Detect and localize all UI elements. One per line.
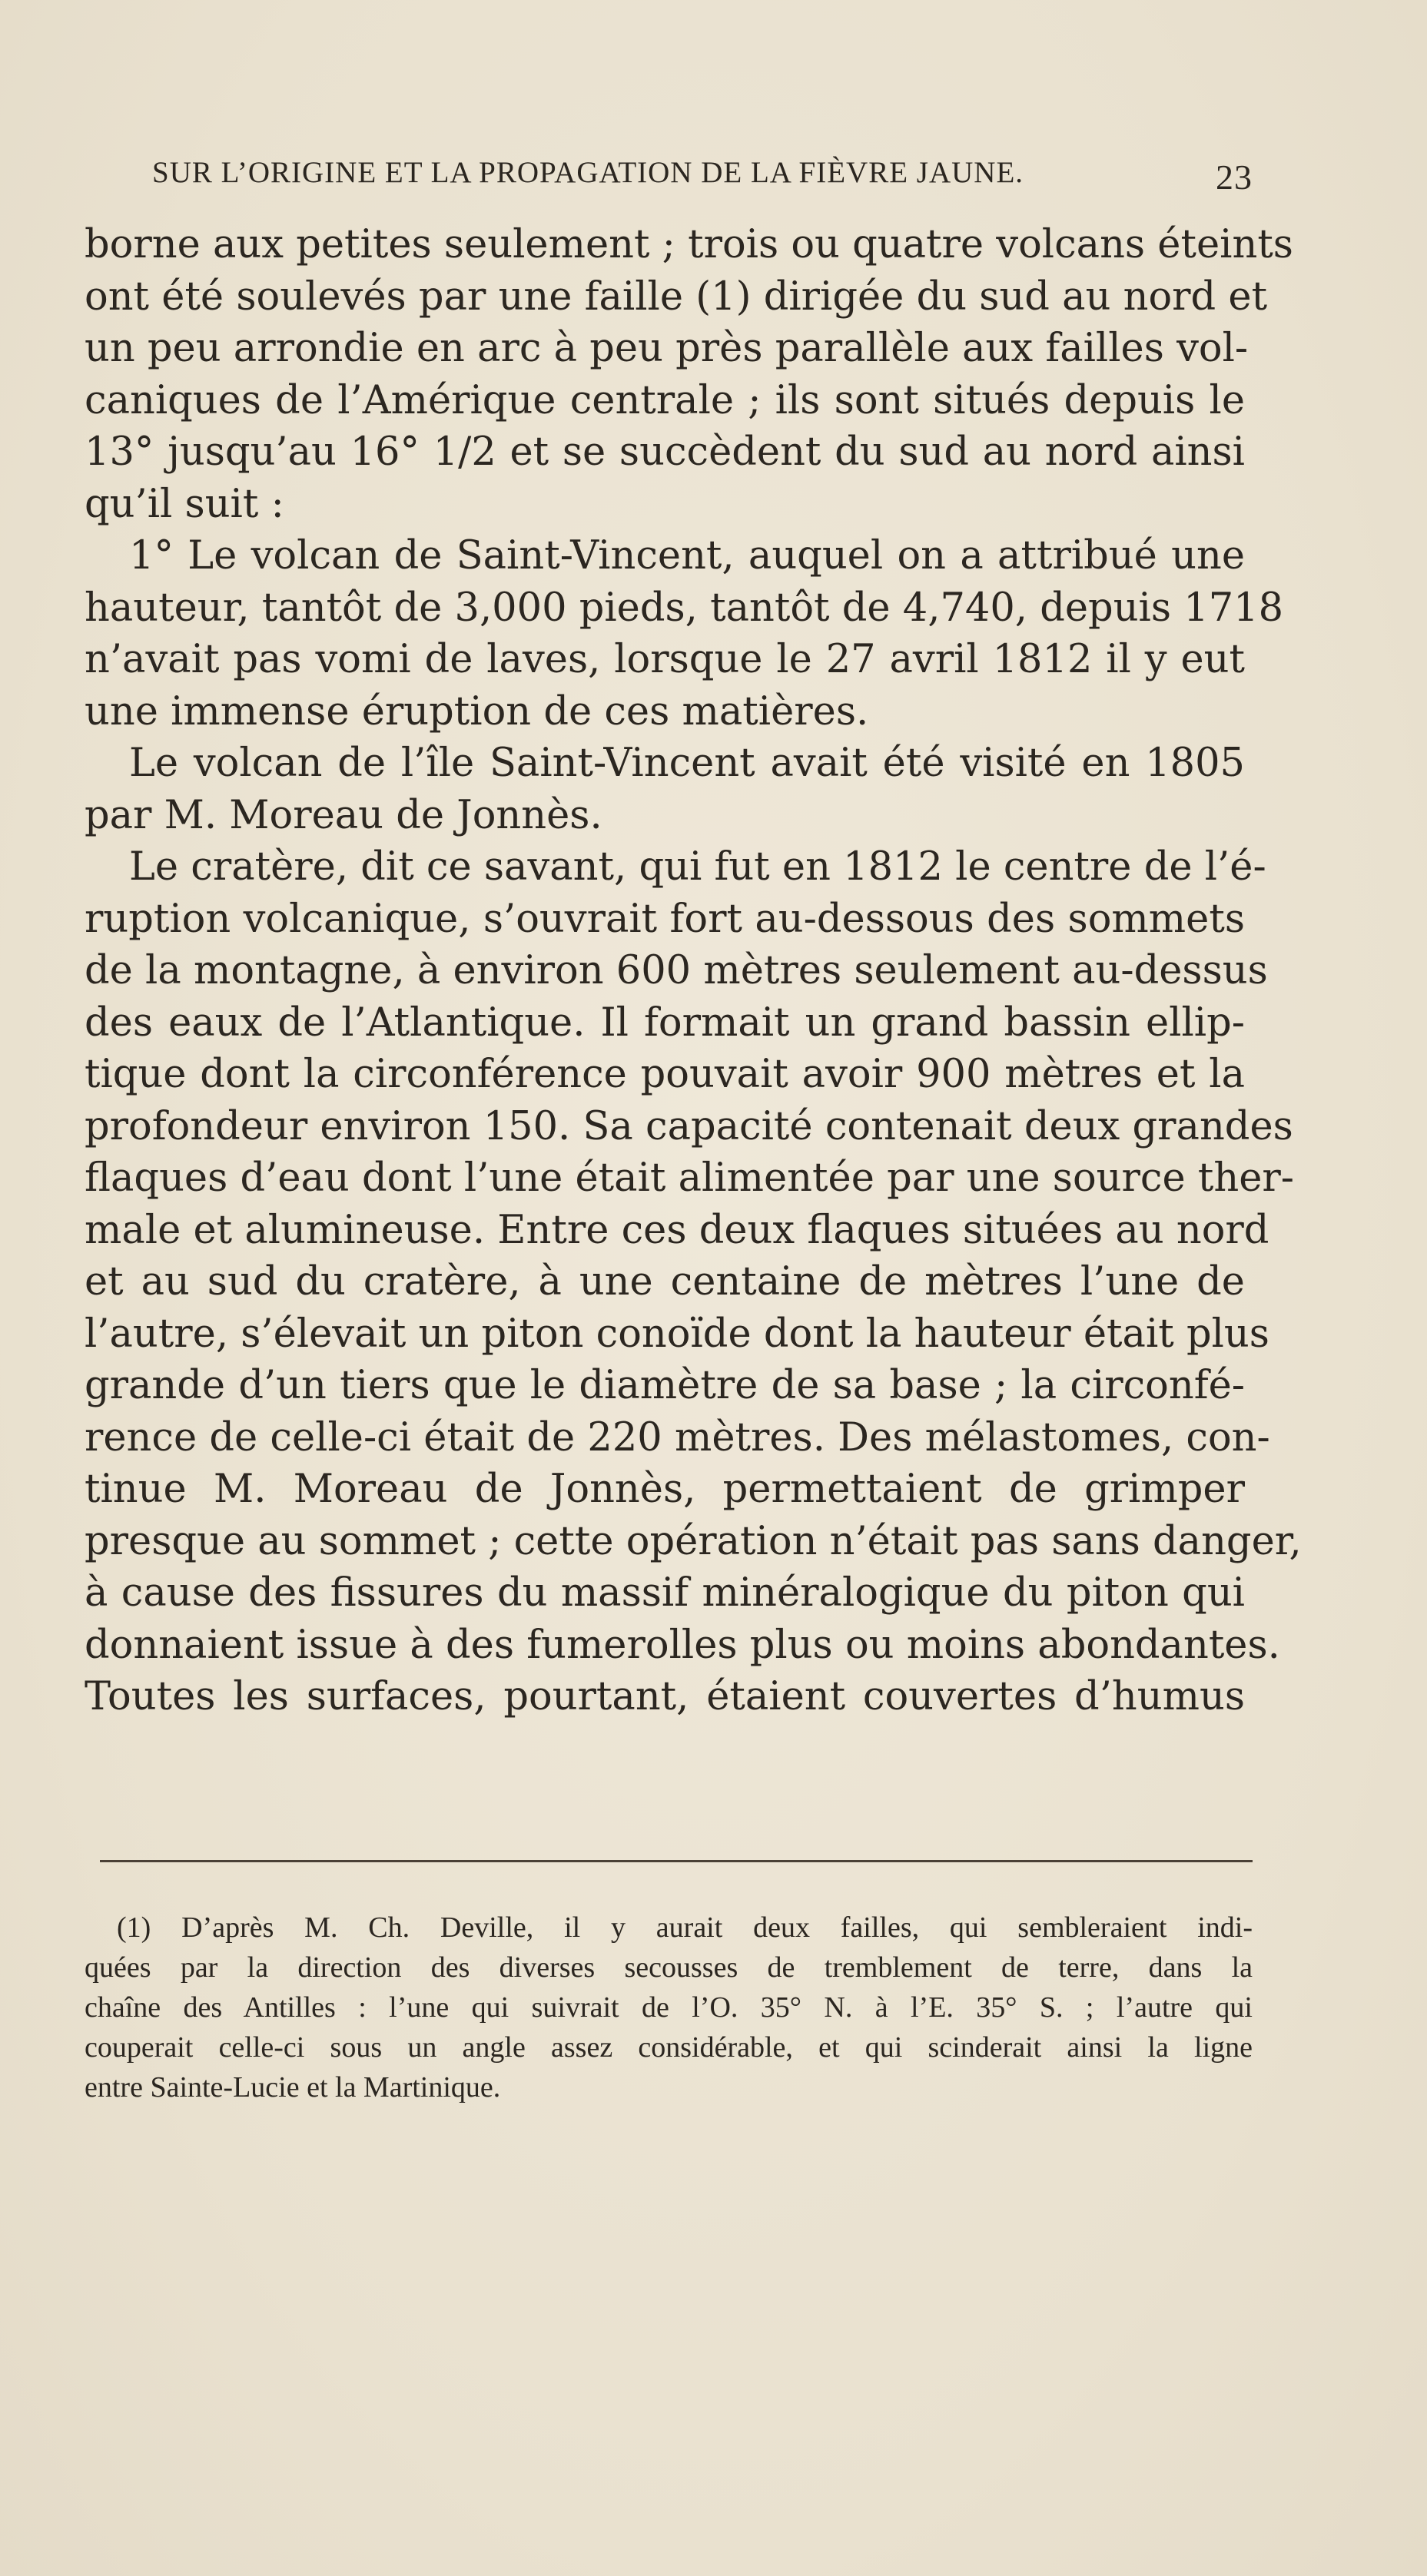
text-line: n’avait pas vomi de laves, lorsque le 27 avril 1812 il y eut — [85, 637, 1245, 682]
text-line: de la montagne, à environ 600 mètres seulement au-dessus — [85, 948, 1268, 993]
main-text — [85, 219, 1302, 1723]
footnote-line: entre Sainte-Lucie et la Martinique. — [85, 2071, 501, 2104]
text-line: l’autre, s’élevait un piton conoïde dont la hauteur était plus — [85, 1311, 1269, 1357]
text-line: male et alumineuse. Entre ces deux flaques situées au nord — [85, 1207, 1269, 1253]
text-line: tinue M. Moreau de Jonnès, permettaient de grimper — [85, 1467, 1245, 1512]
text-line: flaques d’eau dont l’une était alimentée par une source ther- — [85, 1155, 1295, 1201]
footnote-rule — [100, 1860, 1253, 1862]
footnote-line: couperait celle-ci sous un angle assez considérable, et qui scinderait ainsi la ligne — [85, 2031, 1253, 2064]
page-number: 23 — [1216, 157, 1253, 197]
text-line: par M. Moreau de Jonnès. — [85, 792, 602, 838]
text-line: ont été soulevés par une faille (1) dirigée du sud au nord et — [85, 274, 1268, 320]
text-line: une immense éruption de ces matières. — [85, 688, 869, 734]
text-line: profondeur environ 150. Sa capacité contenait deux grandes — [85, 1103, 1293, 1149]
text-line: caniques de l’Amérique centrale ; ils sont situés depuis le — [85, 377, 1245, 423]
text-line: Toutes les surfaces, pourtant, étaient couvertes d’humus — [85, 1674, 1245, 1719]
text-line: 13° jusqu’au 16° 1/2 et se succèdent du sud au nord ainsi — [85, 429, 1245, 475]
text-line: ruption volcanique, s’ouvrait fort au-dessous des sommets — [85, 896, 1245, 942]
text-line: grande d’un tiers que le diamètre de sa base ; la circonfé- — [85, 1363, 1245, 1408]
text-line: donnaient issue à des fumerolles plus ou moins abondantes. — [85, 1622, 1280, 1668]
text-line: à cause des fissures du massif minéralogique du piton qui — [85, 1570, 1245, 1616]
text-line: Le volcan de l’île Saint-Vincent avait été visité en 1805 — [129, 741, 1245, 786]
footnote-line: (1) D’après M. Ch. Deville, il y aurait deux failles, qui sembleraient indi- — [117, 1911, 1253, 1944]
text-line: borne aux petites seulement ; trois ou quatre volcans éteints — [85, 222, 1293, 267]
text-line: presque au sommet ; cette opération n’était pas sans danger, — [85, 1518, 1302, 1564]
text-line: qu’il suit : — [85, 481, 284, 527]
running-title: SUR L’ORIGINE ET LA PROPAGATION DE LA FIÈVRE JAUNE. — [152, 156, 1024, 189]
text-line: rence de celle-ci était de 220 mètres. Des mélastomes, con- — [85, 1414, 1270, 1460]
text-line: tique dont la circonférence pouvait avoir 900 mètres et la — [85, 1052, 1245, 1097]
text-line: et au sud du cratère, à une centaine de mètres l’une de — [85, 1259, 1245, 1305]
page-header — [152, 151, 1253, 197]
text-line: un peu arrondie en arc à peu près parallèle aux failles vol- — [85, 326, 1249, 371]
footnote-line: quées par la direction des diverses secousses de tremblement de terre, dans la — [85, 1951, 1253, 1984]
footnote — [85, 1908, 1253, 2107]
text-line: 1° Le volcan de Saint-Vincent, auquel on a attribué une — [129, 533, 1245, 579]
text-line: Le cratère, dit ce savant, qui fut en 1812 le centre de l’é- — [129, 844, 1266, 890]
footnote-line: chaîne des Antilles : l’une qui suivrait de l’O. 35° N. à l’E. 35° S. ; l’autre qui — [85, 1991, 1253, 2024]
text-line: hauteur, tantôt de 3,000 pieds, tantôt de 4,740, depuis 1718 — [85, 585, 1284, 631]
text-line: des eaux de l’Atlantique. Il formait un grand bassin ellip- — [85, 1000, 1245, 1046]
